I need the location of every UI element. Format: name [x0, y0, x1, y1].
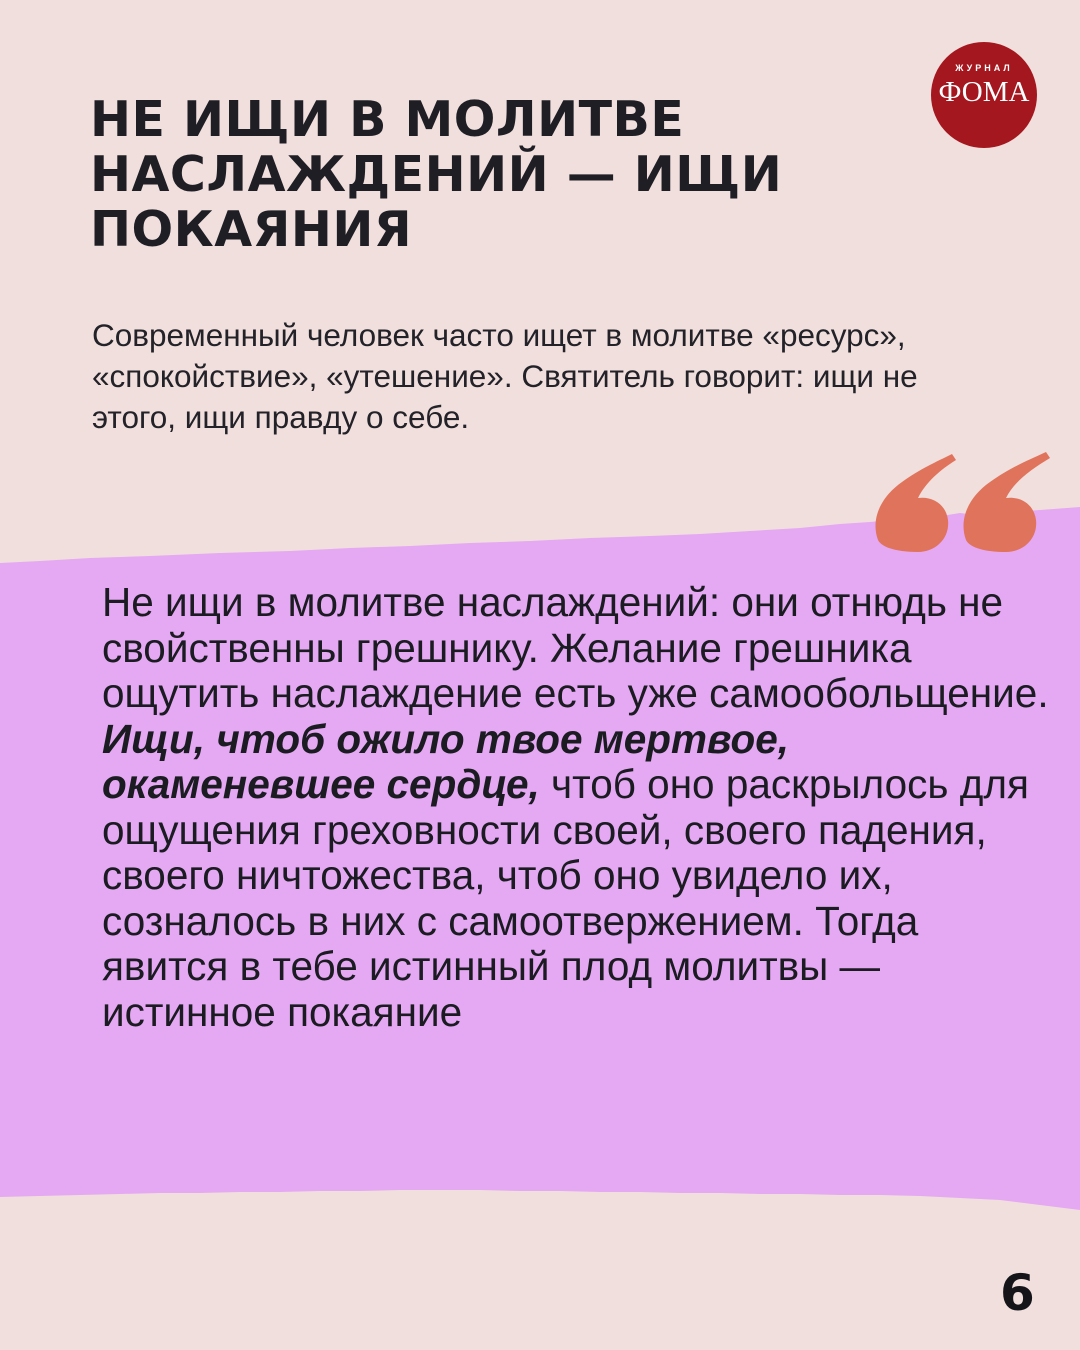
quote-text	[102, 580, 1052, 1035]
page-title: НЕ ИЩИ В МОЛИТВЕ НАСЛАЖДЕНИЙ — ИЩИ ПОКАЯНИЯ	[90, 91, 783, 258]
intro-paragraph: Современный человек часто ищет в молитве «ресурс», «спокойствие», «утешение». Святитель говорит: ищи не этого, ищи правду о себе.	[92, 317, 918, 435]
opening-quote-icon	[870, 448, 1052, 573]
quote-part-2: чтоб оно раскрылось для ощущения греховности своей, своего падения, своего ничтожества, чтоб оно увидело их, созналось в них с самоотвержением. Тогда явится в тебе истинный плод молитвы — истинное покаяние	[102, 761, 1029, 1035]
logo-main-text: ФОМА	[938, 76, 1030, 108]
logo-top-text: ЖУРНАЛ	[955, 63, 1013, 73]
quote-part-1: Не ищи в молитве наслаждений: они отнюдь не свойственны грешнику. Желание грешника ощутить наслаждение есть уже самообольщение.	[102, 579, 1049, 716]
page-number: 6	[1000, 1264, 1035, 1322]
foma-logo	[931, 42, 1037, 148]
quote-emphasis: Ищи, чтоб ожило твое мертвое, окаменевшее сердце,	[102, 715, 789, 807]
